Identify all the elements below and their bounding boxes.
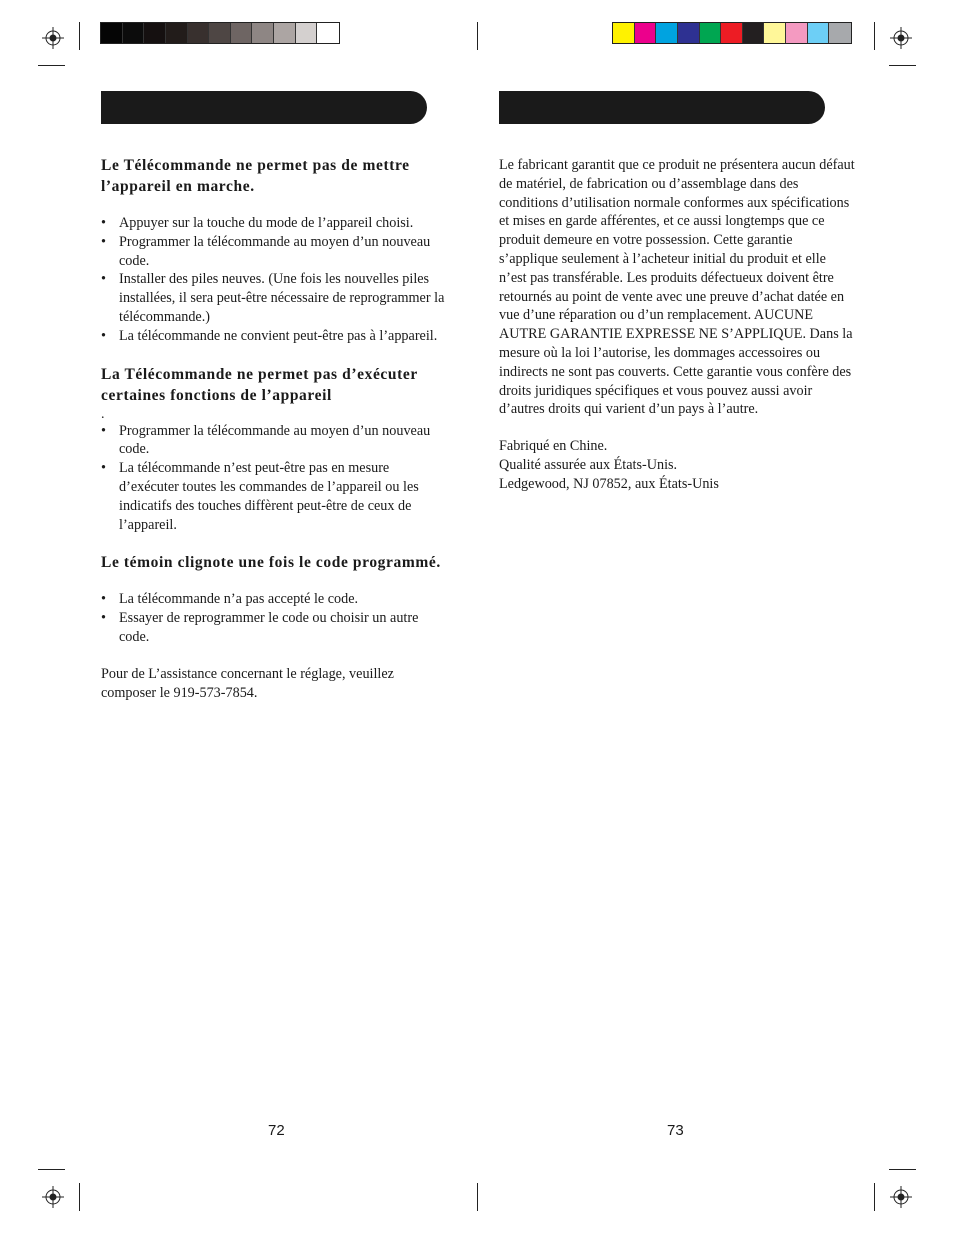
color-swatch [209,23,231,43]
color-swatch [764,23,786,43]
color-swatch [317,23,339,43]
registration-mark-icon [890,27,912,49]
right-page-content [499,156,855,494]
color-swatch [123,23,145,43]
registration-mark-icon [42,27,64,49]
color-swatch [700,23,722,43]
page-number-left: 72 [268,1122,285,1139]
crop-mark [79,1183,80,1211]
color-swatch [144,23,166,43]
warranty-text: Le fabricant garantit que ce produit ne présentera aucun défaut de matériel, de fabrication ou d’assemblage dans des conditions d’utilisation normale conformes aux spécifications et mises en garde afférentes, et ce aussi longtemps que ce produit demeure en votre possession. Cette garantie s’applique seulement à l’acheteur initial du produit et elle n’est pas transférable. Les produits défectueux doivent être retournés au point de vente avec une preuve d’achat datée en vue d’une réparation ou d’un remplacement. AUCUNE AUTRE GARANTIE EXPRESSE NE S’APPLIQUE. Dans la mesure où la loi l’autorise, les dommages accessoires ou indirects ne sont pas couverts. Cette garantie vous confère des droits juridiques spécifiques et vous pouvez aussi avoir d’autres droits qui varient d’un pays à l’autre. [499,157,855,418]
crop-mark [889,1169,916,1170]
color-swatch [635,23,657,43]
color-swatch [786,23,808,43]
assistance-text: Pour de L’assistance concernant le réglage, veuillez composer le 919-573-7854. [101,665,394,701]
crop-mark [38,1169,65,1170]
list-item: • La télécommande n’a pas accepté le code. [101,590,451,609]
bullet-list [101,590,451,646]
crop-mark [38,65,65,66]
stray-mark: . [101,406,105,422]
bullet-list [101,214,451,346]
list-item: • Programmer la télécommande au moyen d’un nouveau code. [101,422,451,460]
list-item: • Appuyer sur la touche du mode de l’appareil choisi. [101,214,451,233]
color-swatch [743,23,765,43]
color-swatch [829,23,851,43]
list-item: • Essayer de reprogrammer le code ou choisir un autre code. [101,609,451,647]
list-item: • Installer des piles neuves. (Une fois les nouvelles piles installées, il sera peut-être nécessaire de reprogrammer la télécommande.) [101,270,451,326]
made-in-text: Fabriqué en Chine. [499,438,608,455]
color-swatch [101,23,123,43]
list-item: • La télécommande ne convient peut-être pas à l’appareil. [101,327,451,346]
crop-mark [874,1183,875,1211]
color-swatch [808,23,830,43]
color-swatch [721,23,743,43]
color-calibration-bar [612,22,852,44]
address-text: Ledgewood, NJ 07852, aux États-Unis [499,475,719,492]
quality-text: Qualité assurée aux États-Unis. [499,456,678,473]
crop-mark [874,22,875,50]
list-item: • Programmer la télécommande au moyen d’un nouveau code. [101,233,451,271]
crop-mark [79,22,80,50]
left-section-header-bar [101,91,427,124]
crop-mark [477,22,478,50]
section-heading: Le témoin clignote une fois le code programmé. [101,554,441,572]
section-heading: La Télécommande ne permet pas d’exécuter certaines fonctions de l’appareil [101,365,418,404]
page-number-right: 73 [667,1122,684,1139]
color-swatch [613,23,635,43]
left-page-content [101,155,451,702]
list-item: • La télécommande n’est peut-être pas en mesure d’exécuter toutes les commandes de l’appareil ou les indicatifs des touches diffèrent peut-être de ceux de l’appareil. [101,459,451,534]
grayscale-calibration-bar [100,22,340,44]
color-swatch [188,23,210,43]
color-swatch [274,23,296,43]
color-swatch [678,23,700,43]
registration-mark-icon [890,1186,912,1208]
right-section-header-bar [499,91,825,124]
color-swatch [656,23,678,43]
bullet-list [101,422,451,535]
color-swatch [231,23,253,43]
registration-mark-icon [42,1186,64,1208]
crop-mark [889,65,916,66]
color-swatch [296,23,318,43]
crop-mark [477,1183,478,1211]
section-heading: Le Télécommande ne permet pas de mettre l’appareil en marche. [101,157,410,195]
color-swatch [166,23,188,43]
color-swatch [252,23,274,43]
